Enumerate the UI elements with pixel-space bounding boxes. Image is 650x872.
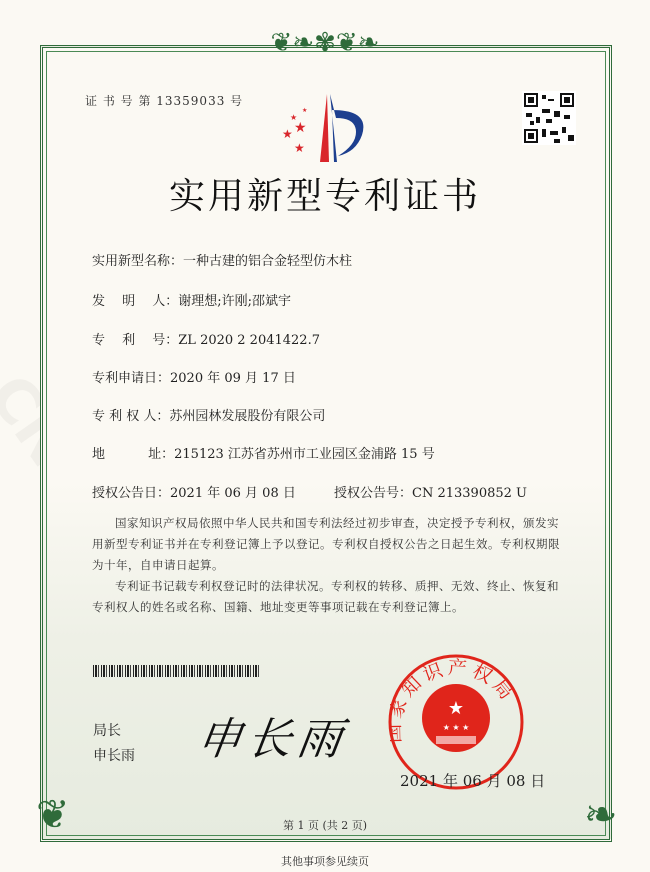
field-value: ZL 2020 2 2041422.7 <box>178 333 320 348</box>
svg-text:国家知识产权局 <box>390 657 520 744</box>
field-patent-number <box>92 329 320 348</box>
statement-paragraph: 专利证书记载专利权登记时的法律状况。专利权的转移、质押、无效、终止、恢复和专利权人的姓名或名称、国籍、地址变更等事项记载在专利登记簿上。 <box>92 579 559 614</box>
footer-note: 其他事项参见续页 <box>281 855 369 868</box>
field-address <box>92 443 435 462</box>
top-ornament-icon: ❦❧✾❦❧ <box>270 28 380 58</box>
director-signature: 申长雨 <box>193 714 351 765</box>
cnipa-logo-icon <box>280 90 380 166</box>
field-inventors <box>92 290 291 309</box>
svg-text:★: ★ <box>447 698 465 719</box>
field-value: 2021 年 06 月 08 日 <box>170 486 296 501</box>
field-announcement-number <box>334 482 527 501</box>
field-label: 专 利 号： <box>92 333 179 348</box>
svg-text:★: ★ <box>294 120 307 136</box>
seal-label: 知识产权局 <box>397 656 520 707</box>
corner-ornament-icon: ❦ <box>36 792 70 838</box>
corner-ornament-icon: ❧ <box>584 792 618 838</box>
field-utility-model-name <box>92 250 352 269</box>
field-application-date <box>92 367 296 386</box>
field-label: 发 明 人： <box>92 294 179 309</box>
field-value: 一种古建的铝合金轻型仿木柱 <box>183 254 353 269</box>
svg-text:★: ★ <box>302 107 308 114</box>
certificate-number: 证 书 号 第 13359033 号 <box>85 94 244 108</box>
field-value: 215123 江苏省苏州市工业园区金浦路 15 号 <box>174 447 435 462</box>
seal-date: 2021 年 06 月 08 日 <box>400 772 546 790</box>
certificate-title: 实用新型专利证书 <box>168 176 481 217</box>
field-label: 实用新型名称： <box>92 254 184 269</box>
field-patentee <box>92 405 325 424</box>
director-title: 局长 <box>93 723 121 739</box>
field-label: 授权公告日： <box>92 486 171 501</box>
statement-paragraph: 国家知识产权局依照中华人民共和国专利法经过初步审查，决定授予专利权，颁发实用新型专利证书并在专利登记簿上予以登记。专利权自授权公告之日起生效。专利权期限为十年，自申请日起算。 <box>92 516 560 572</box>
field-value: CN 213390852 U <box>412 486 527 501</box>
certificate-statement <box>92 513 562 618</box>
svg-text:★: ★ <box>294 141 305 155</box>
field-value: 苏州园林发展股份有限公司 <box>169 409 326 424</box>
field-label: 地 址： <box>92 447 175 462</box>
field-value: 谢理想;许刚;邵斌宇 <box>178 294 292 309</box>
seal-text <box>390 655 522 787</box>
field-label: 专 利 权 人： <box>92 409 170 424</box>
qr-code-icon <box>522 91 576 145</box>
director-name: 申长雨 <box>93 748 135 764</box>
field-label: 专利申请日： <box>92 371 171 386</box>
field-value: 2020 年 09 月 17 日 <box>170 371 296 386</box>
svg-text:★: ★ <box>290 113 298 122</box>
field-grant-date <box>92 482 296 501</box>
svg-text:★ ★ ★: ★ ★ ★ <box>442 723 470 732</box>
barcode-icon <box>93 665 259 677</box>
field-label: 授权公告号： <box>334 486 413 501</box>
svg-text:★: ★ <box>282 127 293 141</box>
page-number: 第 1 页 (共 2 页) <box>282 819 368 832</box>
